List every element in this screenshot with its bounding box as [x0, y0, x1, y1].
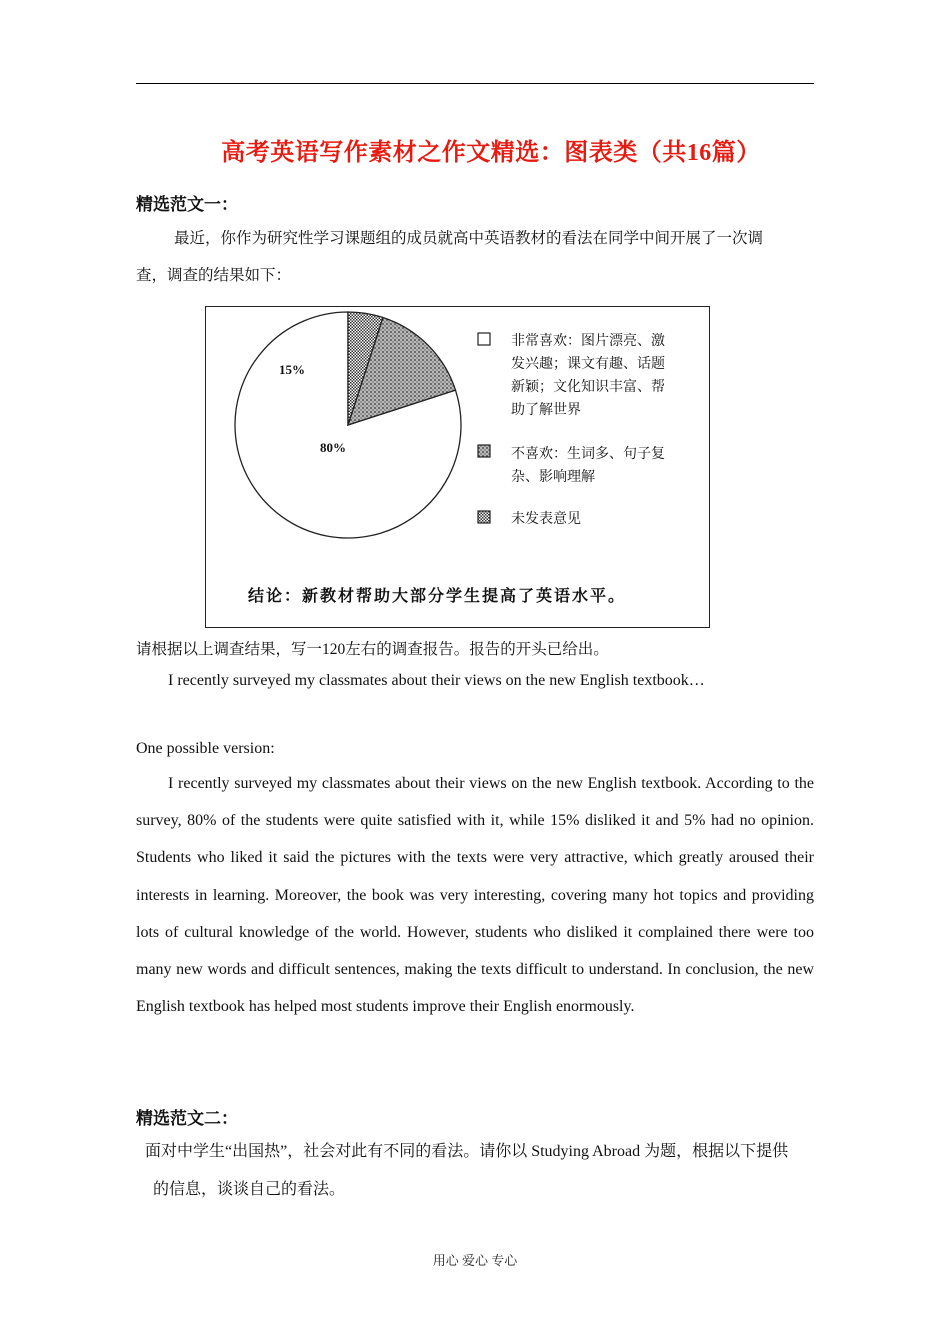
- legend-no-opinion-line-1: 未发表意见: [511, 511, 581, 527]
- prompt-line-1: 最近，你作为研究性学习课题组的成员就高中英语教材的看法在同学中间开展了一次调: [174, 230, 764, 247]
- slice-label-dislike: 15%: [279, 362, 305, 377]
- legend-dislike-line-1: 不喜欢：生词多、句子复: [511, 446, 665, 462]
- legend-swatch-dislike: [478, 445, 490, 457]
- essay-body: I recently surveyed my classmates about their views on the new English textbook. According to the survey, 80% of the students were quite satisfied with it, while 15% disliked it and 5% had no opinion. Students who liked it said the pictures with the texts were very attractive, which greatly aroused their interests in learning. Moreover, the book was very interesting, covering many hot topics and providing lots of cultural knowledge of the world. However, students who disliked it complained there were too many new words and difficult sentences, making the texts difficult to understand. In conclusion, the new English textbook has helped most students improve their English enormously.: [136, 775, 814, 1016]
- pie-chart: [206, 307, 711, 629]
- pie-slices: [235, 312, 461, 538]
- legend-like-line-4: 助了解世界: [511, 402, 581, 418]
- pie-chart-figure: [205, 306, 710, 628]
- section-2-prompt-line-2: 的信息，谈谈自己的看法。: [153, 1181, 346, 1198]
- section-2-prompt-line-1: 面对中学生“出国热”，社会对此有不同的看法。请你以 Studying Abroad 为题，根据以下提供: [145, 1143, 789, 1160]
- section-2-heading: 精选范文二：: [136, 1109, 238, 1128]
- header-rule: [136, 83, 814, 84]
- legend-dislike-line-2: 杂、影响理解: [511, 469, 595, 485]
- page-title: 高考英语写作素材之作文精选：图表类（共16篇）: [221, 140, 761, 166]
- instruction-line: 请根据以上调查结果，写一120左右的调查报告。报告的开头已给出。: [136, 641, 609, 658]
- page-footer: 用心 爱心 专心: [432, 1253, 518, 1268]
- version-label: One possible version:: [136, 740, 275, 757]
- slice-label-like: 80%: [320, 440, 346, 455]
- legend-like-line-1: 非常喜欢：图片漂亮、激: [511, 333, 665, 349]
- legend-swatch-like: [478, 333, 490, 345]
- prompt-line-2: 查，调查的结果如下：: [136, 267, 292, 284]
- section-1-heading: 精选范文一：: [136, 195, 238, 214]
- legend-swatch-no-opinion: [478, 511, 490, 523]
- legend-like-line-2: 发兴趣；课文有趣、话题: [511, 356, 665, 372]
- legend-like-line-3: 新颖；文化知识丰富、帮: [511, 379, 665, 395]
- chart-conclusion: 结论：新教材帮助大部分学生提高了英语水平。: [248, 586, 627, 605]
- essay-opening: I recently surveyed my classmates about their views on the new English textbook…: [168, 672, 705, 689]
